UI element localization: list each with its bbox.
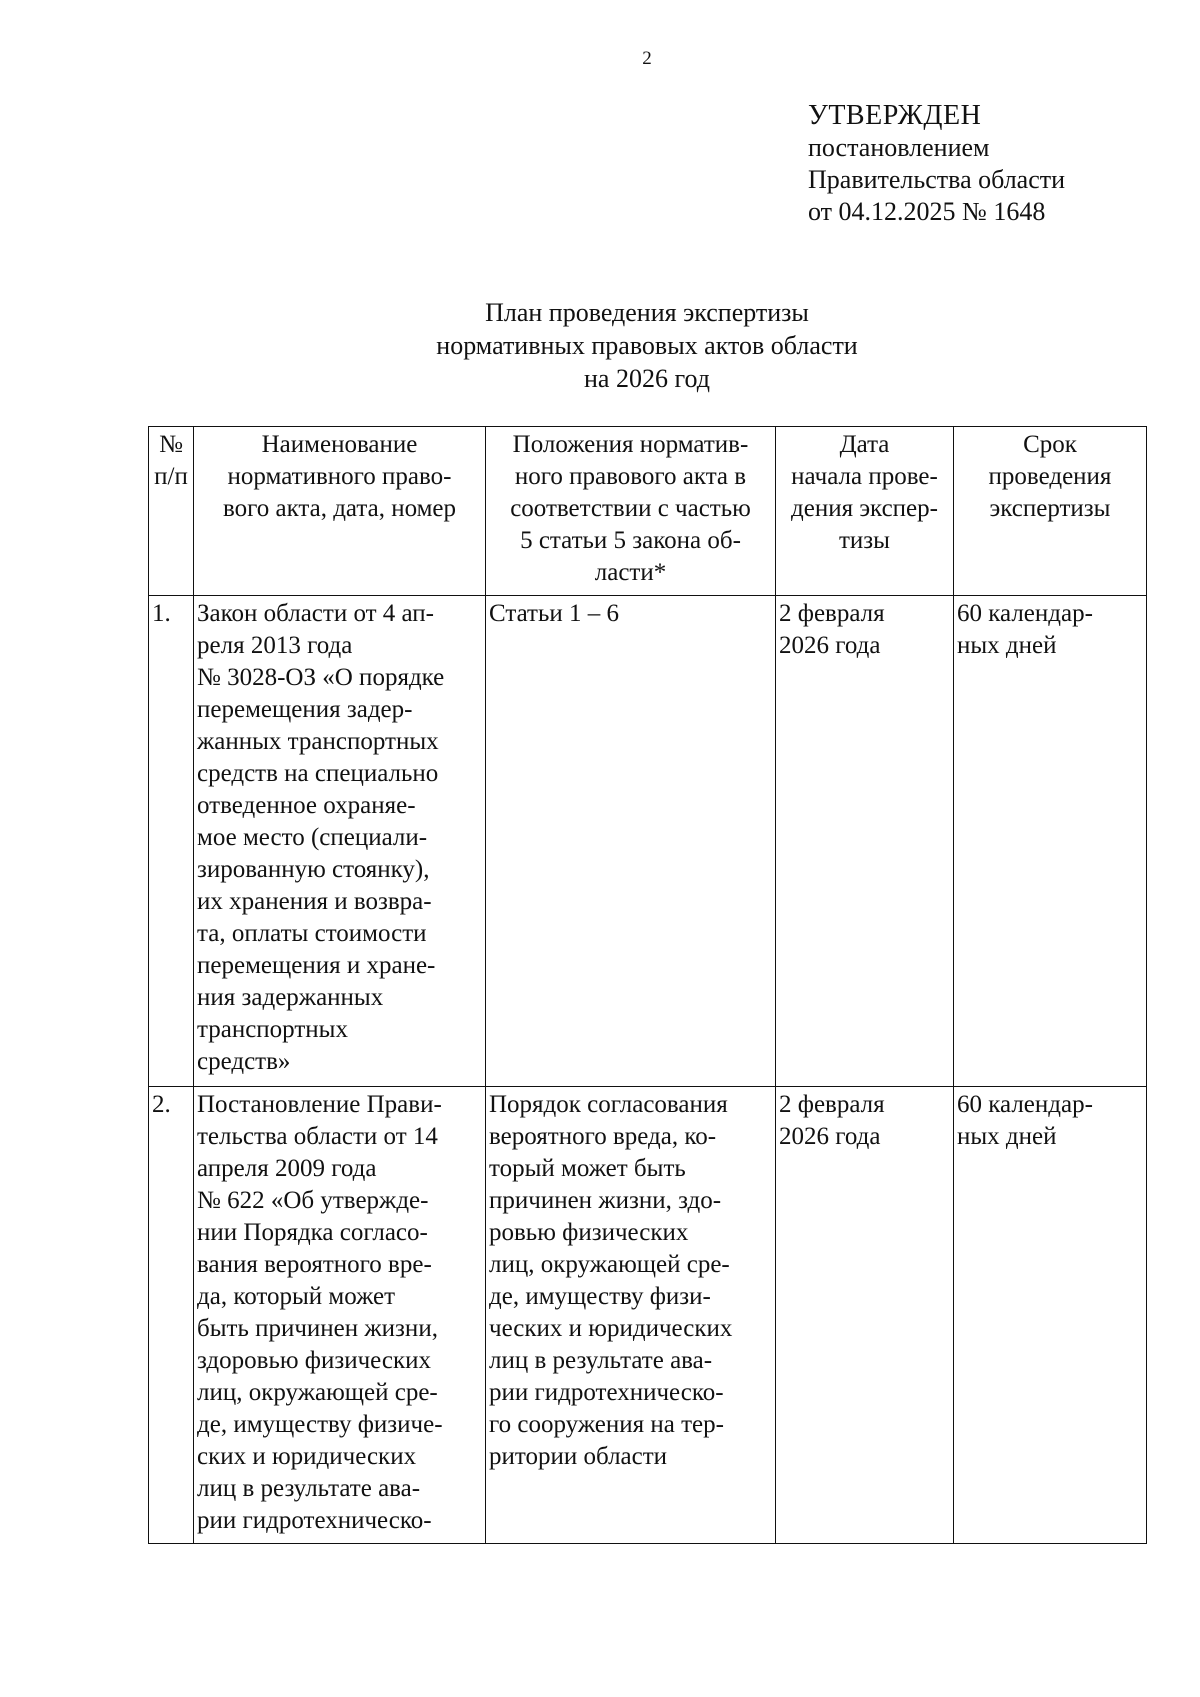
header-num: № п/п (149, 427, 194, 596)
cell-term: 60 календар- ных дней (954, 1087, 1147, 1544)
cell-name: Закон области от 4 ап- реля 2013 года № 3028-ОЗ «О порядке перемещения задер- жанных транспортных средств на специально отведенное охраняе- мое место (специали- зированную стоянку), их хранения и возвра- та, оплаты стоимости перемещения и хране- ния задержанных транспортных средств» (194, 596, 486, 1087)
cell-num: 2. (149, 1087, 194, 1544)
approval-line-2: Правительства области (808, 165, 1066, 194)
header-name: Наименование нормативного право- вого акта, дата, номер (194, 427, 486, 596)
cell-provisions: Порядок согласования вероятного вреда, ко- торый может быть причинен жизни, здо- ровью физических лиц, окружающей сре- де, имуществу физи- ческих и юридических лиц в результате ава- рии гидротехническо- го сооружения на тер- ритории области (486, 1087, 776, 1544)
plan-table (148, 426, 1147, 1544)
cell-term: 60 календар- ных дней (954, 596, 1147, 1087)
table-row (149, 596, 1147, 1087)
table-header-row (149, 427, 1147, 596)
table-row (149, 1087, 1147, 1544)
approval-title: УТВЕРЖДЕН (808, 100, 982, 131)
plan-title-line-3: на 2026 год (584, 364, 710, 393)
page-number: 2 (642, 48, 652, 69)
header-provisions: Положения норматив- ного правового акта в соответствии с частью 5 статьи 5 закона об- ласти* (486, 427, 776, 596)
plan-title (0, 296, 1200, 395)
cell-start-date: 2 февраля 2026 года (776, 596, 954, 1087)
approval-stamp (808, 100, 1065, 228)
plan-title-line-1: План проведения экспертизы (485, 298, 809, 327)
approval-line-3: от 04.12.2025 № 1648 (808, 197, 1046, 226)
header-start-date: Дата начала прове- дения экспер- тизы (776, 427, 954, 596)
cell-name: Постановление Прави- тельства области от 14 апреля 2009 года № 622 «Об утвержде- нии Порядка согласо- вания вероятного вре- да, который может быть причинен жизни, здоровью физических лиц, окружающей сре- де, имуществу физиче- ских и юридических лиц в результате ава- рии гидротехническо- (194, 1087, 486, 1544)
approval-line-1: постановлением (808, 133, 990, 162)
plan-title-line-2: нормативных правовых актов области (436, 331, 858, 360)
cell-start-date: 2 февраля 2026 года (776, 1087, 954, 1544)
cell-provisions: Статьи 1 – 6 (486, 596, 776, 1087)
header-term: Срок проведения экспертизы (954, 427, 1147, 596)
cell-num: 1. (149, 596, 194, 1087)
